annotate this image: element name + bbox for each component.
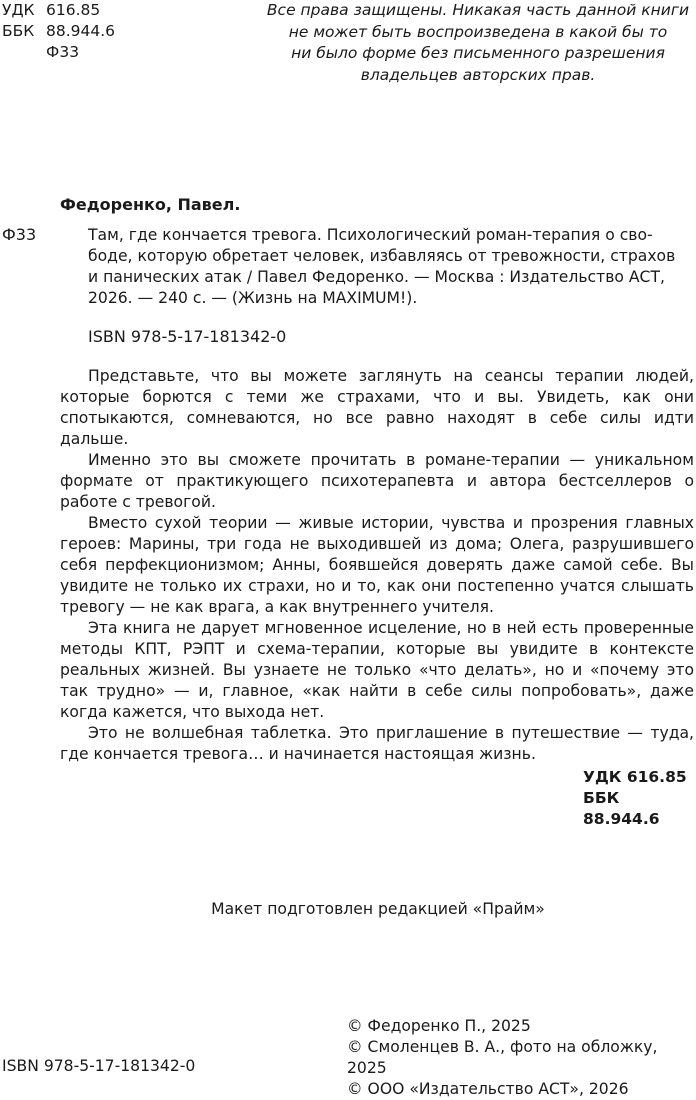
copyright-line: © Смоленцев В. А., фото на обложку, 2025 [347,1038,658,1077]
copyright-line: © ООО «Издательство АСТ», 2026 [347,1080,629,1098]
isbn-footer: ISBN 978-5-17-181342-0 [2,1057,196,1075]
copyright-line: © Федоренко П., 2025 [347,1017,531,1035]
author-heading: Федоренко, Павел. [60,195,241,214]
catalog-sign: Ф33 [2,225,37,244]
description-line: Там, где кончается тревога. Психологический роман-терапия о сво- [88,226,653,244]
description-line: 2026. — 240 с. — (Жизнь на MAXIMUM!). [88,289,418,307]
bbk-value: 88.944.6 [46,22,116,40]
udk-label: УДК [2,1,35,19]
rights-line: владельцев авторских прав. [360,65,596,84]
codes-bottom [583,767,696,830]
bbk-bottom: ББК 88.944.6 [583,789,660,828]
rights-line: не может быть воспроизведена в какой бы то [288,22,668,41]
annotation-paragraph: Представьте, что вы можете заглянуть на сеансы терапии людей, которые борются с теми же страхами, что и вы. Увидеть, как они спотыкаются, сомневаются, но все равно находят в себе силы идти дальше. [60,367,694,448]
prepared-by: Макет подготовлен редакцией «Прайм» [211,900,545,918]
rights-line: ни было форме без письменного разрешения [291,44,665,62]
annotation-paragraph: Именно это вы сможете прочитать в романе-терапии — уникальном формате от практикующего психотерапевта и автора бестселлеров о работе с тревогой. [60,451,694,511]
classification-codes [2,0,115,63]
udk-value: 616.85 [46,1,101,19]
bbk-label: ББК [2,22,35,40]
description-line: боде, которую обретает человек, избавляясь от тревожности, страхов [88,247,676,265]
rights-notice [262,0,694,86]
annotation [60,366,694,765]
copyright-block [347,1016,696,1100]
annotation-paragraph: Это не волшебная таблетка. Это приглашение в путешествие — туда, где кончается тревога… и начинается настоящая жизнь. [60,724,694,763]
rights-line: Все права защищены. Никакая часть данной книги [266,1,690,19]
description-line: и панических атак / Павел Федоренко. — Москва : Издательство АСТ, [88,268,665,286]
isbn-main: ISBN 978-5-17-181342-0 [88,327,287,346]
bibliographic-description [88,225,694,309]
udk-bottom: УДК 616.85 [583,768,687,786]
annotation-paragraph: Эта книга не дарует мгновенное исцеление, но в ней есть проверенные методы КПТ, РЭПТ и схема-терапии, которые вы увидите в контексте реальных жизней. Вы узнаете не только «что делать», но и «почему это так трудно» — и, главное, «как найти в себе силы попробовать», даже когда кажется, что выхода нет. [60,619,694,721]
author-sign: Ф33 [46,43,80,61]
annotation-paragraph: Вместо сухой теории — живые истории, чувства и прозрения главных героев: Марины, три года не выходившей из дома; Олега, разрушившего себя перфекционизмом; Анны, боявшейся доверять даже самой себе. Вы увидите не только их страхи, но и то, как они постепенно учатся слышать тревогу — не как врага, а как внутреннего учителя. [60,514,694,616]
